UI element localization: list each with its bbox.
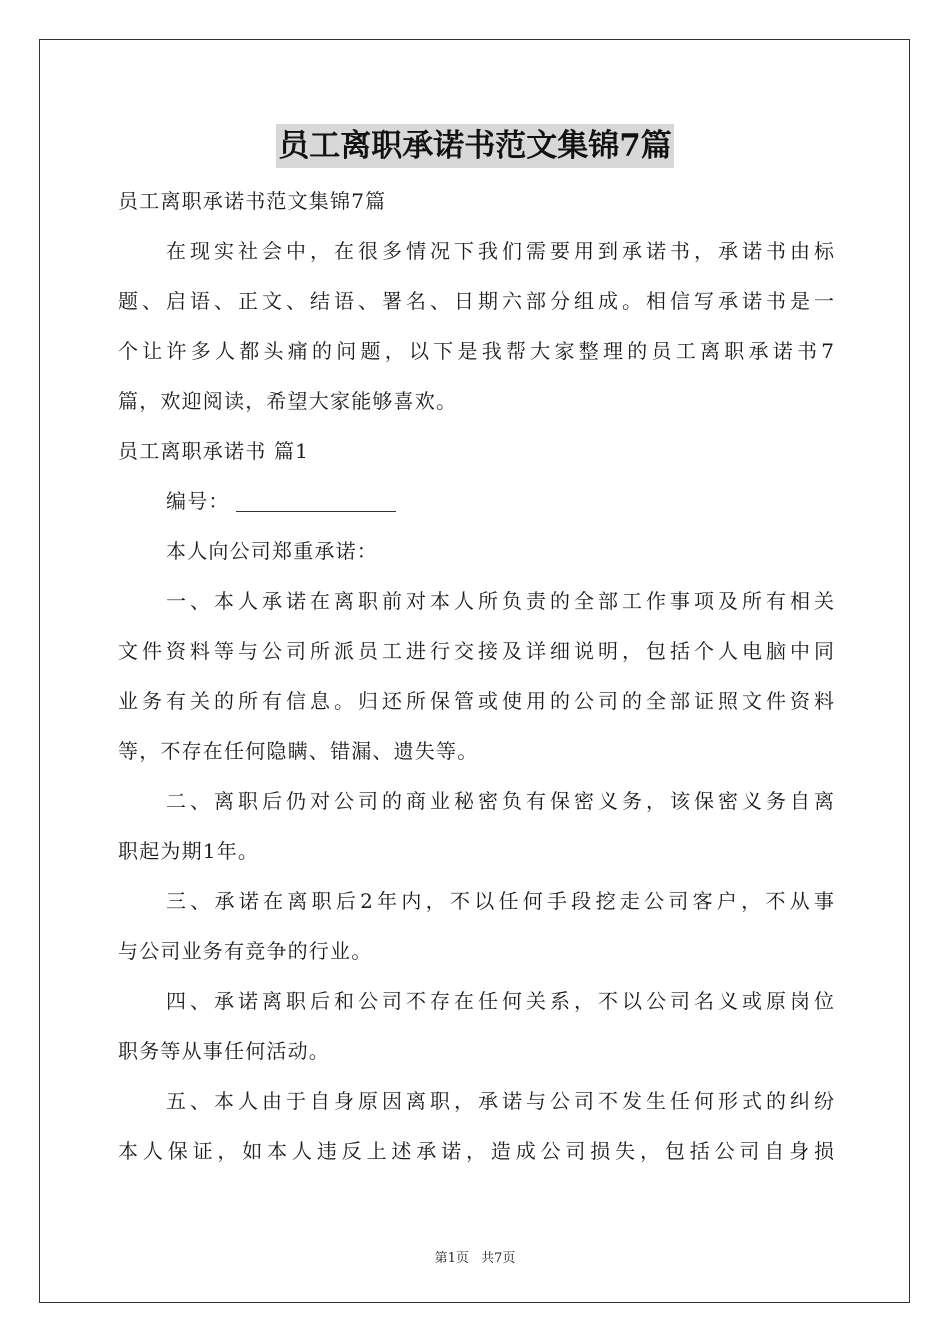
text-line-content: 三、承诺在离职后2年内，不以任何手段挖走公司客户，不从事 (166, 889, 834, 913)
text-line (118, 326, 834, 376)
text-line-content: 职务等从事任何活动。 (118, 1039, 330, 1063)
text-line-content: 本人向公司郑重承诺： (166, 539, 378, 563)
text-line (118, 926, 834, 976)
text-line-content: 文件资料等与公司所派员工进行交接及详细说明，包括个人电脑中同 (118, 639, 834, 663)
title-area (0, 124, 950, 168)
text-line (118, 1026, 834, 1076)
text-line (118, 676, 834, 726)
text-line-content: 五、本人由于自身原因离职，承诺与公司不发生任何形式的纠纷 (166, 1089, 834, 1113)
text-line (118, 576, 834, 626)
text-line-content: 本人保证，如本人违反上述承诺，造成公司损失，包括公司自身损 (118, 1139, 834, 1163)
text-line (118, 476, 834, 526)
text-line (118, 726, 834, 776)
page-footer (0, 1247, 950, 1266)
text-line-content: 等，不存在任何隐瞒、错漏、遗失等。 (118, 739, 479, 763)
text-line-content: 在现实社会中，在很多情况下我们需要用到承诺书，承诺书由标 (166, 239, 834, 263)
text-line (118, 276, 834, 326)
text-line (118, 226, 834, 276)
text-line-content: 篇，欢迎阅读，希望大家能够喜欢。 (118, 389, 458, 413)
document-title: 员工离职承诺书范文集锦7篇 (276, 124, 674, 168)
number-blank-field (236, 493, 396, 512)
text-line-content: 职起为期1年。 (118, 839, 260, 863)
page-total: 共7页 (481, 1251, 516, 1266)
text-line (118, 976, 834, 1026)
text-line (118, 626, 834, 676)
text-line (118, 1126, 834, 1176)
text-line-content: 员工离职承诺书范文集锦7篇 (118, 189, 387, 213)
text-line (118, 376, 834, 426)
text-line-content: 与公司业务有竞争的行业。 (118, 939, 373, 963)
text-line-content: 四、承诺离职后和公司不存在任何关系，不以公司名义或原岗位 (166, 989, 834, 1013)
text-line (118, 876, 834, 926)
document-body (118, 176, 834, 1176)
text-line-content: 个让许多人都头痛的问题，以下是我帮大家整理的员工离职承诺书7 (118, 339, 834, 363)
text-line-content: 题、启语、正文、结语、署名、日期六部分组成。相信写承诺书是一 (118, 289, 834, 313)
page-number: 第1页 (434, 1251, 469, 1266)
text-line (118, 826, 834, 876)
text-line-content: 二、离职后仍对公司的商业秘密负有保密义务，该保密义务自离 (166, 789, 834, 813)
text-line (118, 1076, 834, 1126)
text-line-content: 编号： (166, 489, 230, 513)
text-line (118, 176, 834, 226)
text-line (118, 426, 834, 476)
text-line (118, 776, 834, 826)
text-line (118, 526, 834, 576)
text-line-content: 员工离职承诺书 篇1 (118, 439, 310, 463)
text-line-content: 业务有关的所有信息。归还所保管或使用的公司的全部证照文件资料 (118, 689, 834, 713)
text-line-content: 一、本人承诺在离职前对本人所负责的全部工作事项及所有相关 (166, 589, 834, 613)
